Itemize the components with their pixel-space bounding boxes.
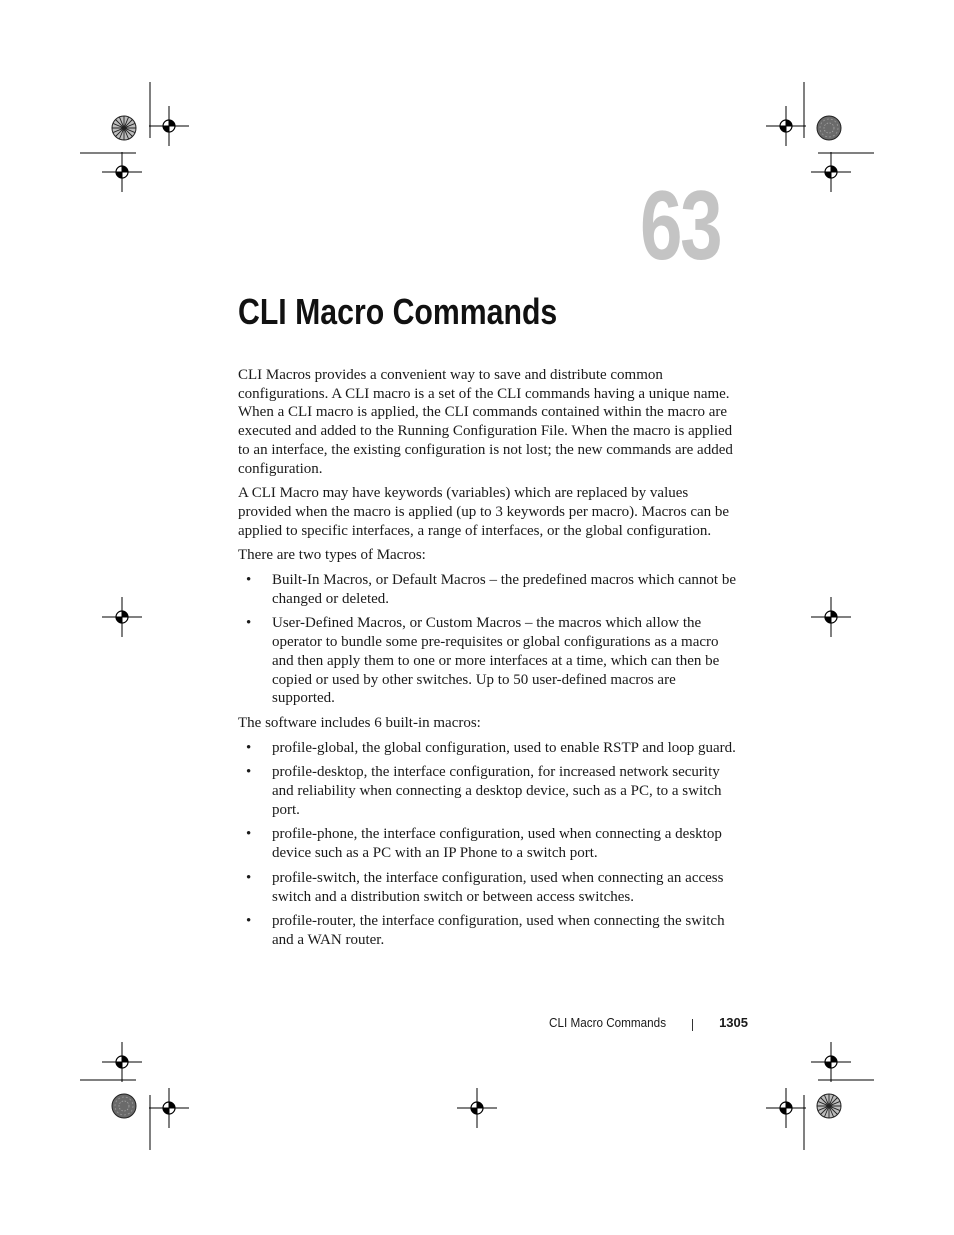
intro-paragraph: CLI Macros provides a convenient way to save and distribute common configurations. A CLI macro is a set of the CLI commands having a unique name. When a CLI macro is applied, the CLI commands contained within the macro are executed and added to the Running Configuration File. When the macro is applied to an interface, the existing configuration is not lost; the new commands are added configuration. bbox=[238, 367, 733, 477]
bullet-icon: • bbox=[246, 615, 252, 632]
list-item-text: profile-phone, the interface configuration, used when connecting a desktop device such as a PC with an IP Phone to a switch port. bbox=[272, 826, 722, 862]
running-title: CLI Macro Commands bbox=[548, 1015, 666, 1030]
list-item bbox=[238, 614, 738, 708]
chapter-number: 63 bbox=[640, 170, 721, 280]
keywords-paragraph: A CLI Macro may have keywords (variables) which are replaced by values provided when the macro is applied (up to 3 keywords per macro). Macros can be applied to specific interfaces, a range of interfaces, or the global configuration. bbox=[238, 485, 730, 539]
list-item bbox=[238, 869, 738, 906]
bullet-icon: • bbox=[246, 826, 252, 843]
list-item-text: profile-global, the global configuration, used to enable RSTP and loop guard. bbox=[272, 739, 736, 756]
list-item bbox=[238, 825, 738, 862]
list-item-text: Built-In Macros, or Default Macros – the predefined macros which cannot be changed or deleted. bbox=[272, 572, 737, 607]
builtin-macros-intro: The software includes 6 built-in macros: bbox=[238, 714, 481, 731]
builtin-macros-list bbox=[238, 739, 738, 950]
list-item-text: profile-desktop, the interface configuration, for increased network security and reliability when connecting a desktop device, such as a PC, to a switch port. bbox=[272, 764, 722, 818]
page-number: 1305 bbox=[719, 1015, 748, 1030]
list-item-text: User-Defined Macros, or Custom Macros – the macros which allow the operator to bundle some pre-requisites or global configurations as a macro and then apply them to one or more interfaces at a time, which can then be copied or used by other switches. Up to 50 user-defined macros are supported. bbox=[272, 615, 720, 707]
list-item-text: profile-switch, the interface configuration, used when connecting an access switch and a distribution switch or between access switches. bbox=[272, 869, 724, 905]
list-item bbox=[238, 912, 738, 949]
list-item bbox=[238, 739, 738, 758]
list-item bbox=[238, 763, 738, 819]
list-item-text: profile-router, the interface configuration, used when connecting the switch and a WAN router. bbox=[272, 913, 725, 948]
footer-divider bbox=[692, 1019, 693, 1031]
macro-types-intro: There are two types of Macros: bbox=[238, 547, 426, 564]
list-item bbox=[238, 571, 738, 608]
bullet-icon: • bbox=[246, 913, 252, 930]
page-footer bbox=[520, 1015, 750, 1035]
macro-types-list bbox=[238, 571, 738, 708]
chapter-title: CLI Macro Commands bbox=[238, 291, 558, 332]
bullet-icon: • bbox=[246, 739, 252, 756]
bullet-icon: • bbox=[246, 572, 252, 589]
chapter-body bbox=[238, 366, 738, 956]
bullet-icon: • bbox=[246, 764, 252, 781]
bullet-icon: • bbox=[246, 869, 252, 886]
